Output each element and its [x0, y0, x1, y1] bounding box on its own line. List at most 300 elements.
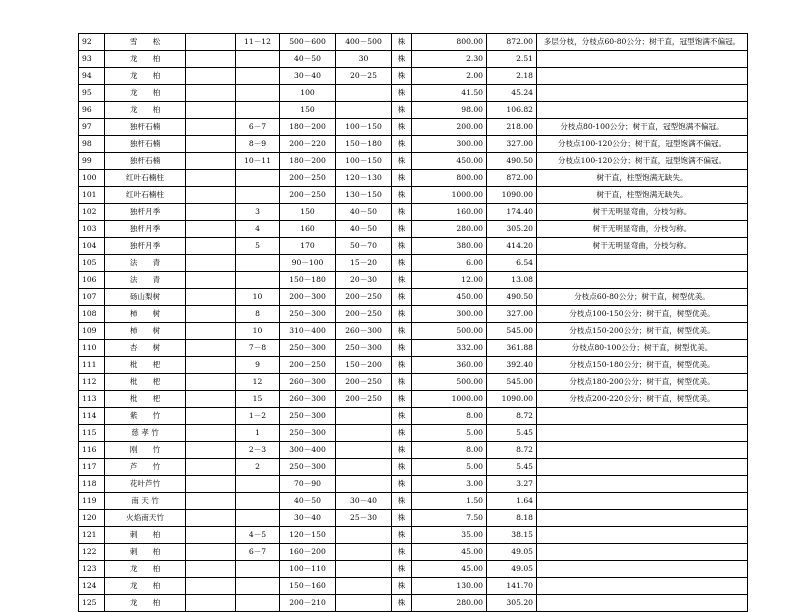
plant-name-cell: 龙 柏: [105, 578, 186, 595]
unit-price-cell: 41.50: [412, 85, 487, 102]
blank-spec-cell: [186, 272, 236, 289]
unit-cell: 株: [392, 153, 412, 170]
remarks-cell: 分枝点150-180公分；树干直，树型优美。: [537, 357, 748, 374]
unit-cell: 株: [392, 493, 412, 510]
plant-name-cell: 紫 竹: [105, 408, 186, 425]
unit-price-cell: 2.00: [412, 68, 487, 85]
remarks-cell: 分枝点180-200公分；树干直，树型优美。: [537, 374, 748, 391]
total-price-cell: 872.00: [487, 170, 537, 187]
blank-spec-cell: [186, 204, 236, 221]
table-row: [79, 51, 748, 68]
table-row: [79, 323, 748, 340]
crown-width-cell: 130－150: [336, 187, 392, 204]
unit-price-cell: 380.00: [412, 238, 487, 255]
remarks-cell: 分枝点200-220公分；树干直，树型优美。: [537, 391, 748, 408]
plant-name-cell: 枇 杷: [105, 357, 186, 374]
height-cell: 100－110: [280, 561, 336, 578]
height-cell: 250－300: [280, 408, 336, 425]
total-price-cell: 141.70: [487, 578, 537, 595]
blank-spec-cell: [186, 578, 236, 595]
blank-spec-cell: [186, 187, 236, 204]
height-cell: 260－300: [280, 374, 336, 391]
remarks-cell: 分枝点80-100公分；树干直，冠型饱满不偏冠。: [537, 119, 748, 136]
unit-price-cell: 200.00: [412, 119, 487, 136]
crown-width-cell: 30－40: [336, 493, 392, 510]
row-number-cell: 110: [79, 340, 105, 357]
remarks-cell: 分枝点60-80公分；树干直，树型优美。: [537, 289, 748, 306]
row-number-cell: 113: [79, 391, 105, 408]
unit-price-cell: 1000.00: [412, 187, 487, 204]
unit-cell: 株: [392, 374, 412, 391]
unit-price-cell: 6.00: [412, 255, 487, 272]
table-row: [79, 510, 748, 527]
height-cell: 310－400: [280, 323, 336, 340]
height-cell: 300－400: [280, 442, 336, 459]
total-price-cell: 49.05: [487, 561, 537, 578]
crown-width-cell: 200－250: [336, 289, 392, 306]
table-row: [79, 544, 748, 561]
total-price-cell: 218.00: [487, 119, 537, 136]
remarks-cell: 树干无明显弯曲，分枝匀称。: [537, 238, 748, 255]
diameter-cell: 5: [236, 238, 280, 255]
remarks-cell: [537, 527, 748, 544]
diameter-cell: 1: [236, 425, 280, 442]
total-price-cell: 1090.00: [487, 187, 537, 204]
unit-cell: 株: [392, 136, 412, 153]
diameter-cell: [236, 272, 280, 289]
total-price-cell: 6.54: [487, 255, 537, 272]
height-cell: 250－300: [280, 306, 336, 323]
total-price-cell: 361.88: [487, 340, 537, 357]
blank-spec-cell: [186, 51, 236, 68]
unit-price-cell: 8.00: [412, 408, 487, 425]
crown-width-cell: 150－180: [336, 136, 392, 153]
row-number-cell: 98: [79, 136, 105, 153]
remarks-cell: [537, 425, 748, 442]
table-row: [79, 493, 748, 510]
table-row: [79, 153, 748, 170]
row-number-cell: 122: [79, 544, 105, 561]
blank-spec-cell: [186, 391, 236, 408]
row-number-cell: 107: [79, 289, 105, 306]
blank-spec-cell: [186, 459, 236, 476]
unit-cell: 株: [392, 391, 412, 408]
unit-cell: 株: [392, 561, 412, 578]
table-row: [79, 391, 748, 408]
row-number-cell: 92: [79, 34, 105, 51]
height-cell: 160－200: [280, 544, 336, 561]
table-row: [79, 204, 748, 221]
remarks-cell: [537, 85, 748, 102]
unit-cell: 株: [392, 204, 412, 221]
blank-spec-cell: [186, 289, 236, 306]
height-cell: 30－40: [280, 510, 336, 527]
table-body: [79, 34, 748, 612]
unit-price-cell: 35.00: [412, 527, 487, 544]
diameter-cell: 11－12: [236, 34, 280, 51]
diameter-cell: 8: [236, 306, 280, 323]
plant-name-cell: 枇 杷: [105, 391, 186, 408]
remarks-cell: [537, 68, 748, 85]
table-row: [79, 408, 748, 425]
height-cell: 200－300: [280, 289, 336, 306]
plant-name-cell: 花叶芦竹: [105, 476, 186, 493]
unit-cell: 株: [392, 527, 412, 544]
blank-spec-cell: [186, 425, 236, 442]
height-cell: 30－40: [280, 68, 336, 85]
diameter-cell: [236, 595, 280, 612]
diameter-cell: [236, 187, 280, 204]
row-number-cell: 97: [79, 119, 105, 136]
unit-cell: 株: [392, 51, 412, 68]
table-row: [79, 136, 748, 153]
crown-width-cell: 400－500: [336, 34, 392, 51]
crown-width-cell: [336, 442, 392, 459]
plant-name-cell: 独杆石楠: [105, 153, 186, 170]
total-price-cell: 2.18: [487, 68, 537, 85]
unit-cell: 株: [392, 255, 412, 272]
diameter-cell: 10－11: [236, 153, 280, 170]
row-number-cell: 111: [79, 357, 105, 374]
remarks-cell: 分枝点100-120公分；树干直，冠型饱满不偏冠。: [537, 136, 748, 153]
remarks-cell: [537, 544, 748, 561]
plant-name-cell: 独杆月季: [105, 238, 186, 255]
total-price-cell: 327.00: [487, 136, 537, 153]
unit-cell: 株: [392, 340, 412, 357]
remarks-cell: 树干无明显弯曲，分枝匀称。: [537, 204, 748, 221]
diameter-cell: 6－7: [236, 544, 280, 561]
plant-name-cell: 南 天 竹: [105, 493, 186, 510]
table-row: [79, 578, 748, 595]
diameter-cell: [236, 578, 280, 595]
unit-price-cell: 45.00: [412, 544, 487, 561]
plant-name-cell: 法 青: [105, 255, 186, 272]
height-cell: 200－250: [280, 357, 336, 374]
plant-name-cell: 龙 柏: [105, 595, 186, 612]
row-number-cell: 109: [79, 323, 105, 340]
plant-name-cell: 火焰南天竹: [105, 510, 186, 527]
unit-price-cell: 300.00: [412, 136, 487, 153]
height-cell: 40－50: [280, 493, 336, 510]
plant-name-cell: 龙 柏: [105, 102, 186, 119]
height-cell: 150－180: [280, 272, 336, 289]
row-number-cell: 106: [79, 272, 105, 289]
blank-spec-cell: [186, 119, 236, 136]
total-price-cell: 13.08: [487, 272, 537, 289]
remarks-cell: 分枝点100-120公分；树干直，冠型饱满不偏冠。: [537, 153, 748, 170]
row-number-cell: 117: [79, 459, 105, 476]
table-row: [79, 340, 748, 357]
unit-price-cell: 280.00: [412, 221, 487, 238]
unit-cell: 株: [392, 85, 412, 102]
unit-cell: 株: [392, 476, 412, 493]
total-price-cell: 490.50: [487, 289, 537, 306]
height-cell: 250－300: [280, 340, 336, 357]
crown-width-cell: 40－50: [336, 221, 392, 238]
unit-cell: 株: [392, 510, 412, 527]
table-row: [79, 306, 748, 323]
plant-name-cell: 独杆月季: [105, 221, 186, 238]
row-number-cell: 94: [79, 68, 105, 85]
plant-name-cell: 柿 树: [105, 323, 186, 340]
unit-price-cell: 3.00: [412, 476, 487, 493]
remarks-cell: 分枝点100-150公分；树干直，树型优美。: [537, 306, 748, 323]
table-row: [79, 272, 748, 289]
crown-width-cell: [336, 85, 392, 102]
height-cell: 150－160: [280, 578, 336, 595]
unit-price-cell: 280.00: [412, 595, 487, 612]
height-cell: 250－300: [280, 459, 336, 476]
unit-price-cell: 300.00: [412, 306, 487, 323]
crown-width-cell: [336, 561, 392, 578]
unit-price-cell: 800.00: [412, 170, 487, 187]
row-number-cell: 125: [79, 595, 105, 612]
remarks-cell: 树干直，柱型饱满无缺失。: [537, 187, 748, 204]
total-price-cell: 1090.00: [487, 391, 537, 408]
diameter-cell: 8－9: [236, 136, 280, 153]
row-number-cell: 123: [79, 561, 105, 578]
row-number-cell: 93: [79, 51, 105, 68]
diameter-cell: 4－5: [236, 527, 280, 544]
remarks-cell: 树干无明显弯曲，分枝匀称。: [537, 221, 748, 238]
diameter-cell: [236, 102, 280, 119]
total-price-cell: 872.00: [487, 34, 537, 51]
unit-cell: 株: [392, 102, 412, 119]
height-cell: 100: [280, 85, 336, 102]
diameter-cell: 7－8: [236, 340, 280, 357]
crown-width-cell: 20－25: [336, 68, 392, 85]
crown-width-cell: [336, 527, 392, 544]
row-number-cell: 103: [79, 221, 105, 238]
unit-cell: 株: [392, 544, 412, 561]
row-number-cell: 118: [79, 476, 105, 493]
unit-cell: 株: [392, 408, 412, 425]
remarks-cell: [537, 408, 748, 425]
plant-name-cell: 红叶石楠柱: [105, 187, 186, 204]
crown-width-cell: 25－30: [336, 510, 392, 527]
table-row: [79, 68, 748, 85]
total-price-cell: 545.00: [487, 374, 537, 391]
blank-spec-cell: [186, 306, 236, 323]
unit-price-cell: 8.00: [412, 442, 487, 459]
crown-width-cell: 200－250: [336, 391, 392, 408]
remarks-cell: [537, 272, 748, 289]
table-row: [79, 357, 748, 374]
unit-price-cell: 2.30: [412, 51, 487, 68]
height-cell: 120－150: [280, 527, 336, 544]
diameter-cell: [236, 561, 280, 578]
unit-price-cell: 1000.00: [412, 391, 487, 408]
height-cell: 200－210: [280, 595, 336, 612]
table-row: [79, 187, 748, 204]
unit-cell: 株: [392, 187, 412, 204]
diameter-cell: [236, 493, 280, 510]
unit-cell: 株: [392, 238, 412, 255]
table-row: [79, 238, 748, 255]
unit-price-cell: 5.00: [412, 425, 487, 442]
crown-width-cell: 20－30: [336, 272, 392, 289]
unit-cell: 株: [392, 578, 412, 595]
blank-spec-cell: [186, 153, 236, 170]
height-cell: 200－250: [280, 170, 336, 187]
row-number-cell: 119: [79, 493, 105, 510]
remarks-cell: 分枝点150-200公分；树干直，树型优美。: [537, 323, 748, 340]
total-price-cell: 305.20: [487, 221, 537, 238]
unit-price-cell: 1.50: [412, 493, 487, 510]
total-price-cell: 2.51: [487, 51, 537, 68]
crown-width-cell: 50－70: [336, 238, 392, 255]
unit-price-cell: 5.00: [412, 459, 487, 476]
unit-cell: 株: [392, 459, 412, 476]
diameter-cell: 15: [236, 391, 280, 408]
remarks-cell: [537, 595, 748, 612]
plant-name-cell: 独杆石楠: [105, 119, 186, 136]
plant-name-cell: 柿 树: [105, 306, 186, 323]
height-cell: 150: [280, 102, 336, 119]
plant-name-cell: 芦 竹: [105, 459, 186, 476]
height-cell: 500－600: [280, 34, 336, 51]
blank-spec-cell: [186, 544, 236, 561]
total-price-cell: 8.72: [487, 408, 537, 425]
row-number-cell: 104: [79, 238, 105, 255]
row-number-cell: 95: [79, 85, 105, 102]
diameter-cell: 2: [236, 459, 280, 476]
plant-name-cell: 枇 杷: [105, 374, 186, 391]
remarks-cell: [537, 102, 748, 119]
total-price-cell: 5.45: [487, 459, 537, 476]
table-row: [79, 102, 748, 119]
total-price-cell: 545.00: [487, 323, 537, 340]
blank-spec-cell: [186, 85, 236, 102]
unit-cell: 株: [392, 272, 412, 289]
unit-price-cell: 160.00: [412, 204, 487, 221]
height-cell: 200－250: [280, 187, 336, 204]
unit-cell: 株: [392, 306, 412, 323]
unit-price-cell: 360.00: [412, 357, 487, 374]
total-price-cell: 106.82: [487, 102, 537, 119]
height-cell: 180－200: [280, 119, 336, 136]
row-number-cell: 99: [79, 153, 105, 170]
total-price-cell: 305.20: [487, 595, 537, 612]
total-price-cell: 3.27: [487, 476, 537, 493]
blank-spec-cell: [186, 408, 236, 425]
table-row: [79, 119, 748, 136]
diameter-cell: 4: [236, 221, 280, 238]
crown-width-cell: [336, 408, 392, 425]
row-number-cell: 108: [79, 306, 105, 323]
table-row: [79, 459, 748, 476]
row-number-cell: 100: [79, 170, 105, 187]
crown-width-cell: 30: [336, 51, 392, 68]
remarks-cell: [537, 561, 748, 578]
diameter-cell: 6－7: [236, 119, 280, 136]
plant-name-cell: 龙 柏: [105, 561, 186, 578]
unit-cell: 株: [392, 357, 412, 374]
plant-name-cell: 龙 柏: [105, 85, 186, 102]
table-row: [79, 255, 748, 272]
blank-spec-cell: [186, 476, 236, 493]
diameter-cell: 1－2: [236, 408, 280, 425]
plant-name-cell: 雪 松: [105, 34, 186, 51]
plant-name-cell: 法 青: [105, 272, 186, 289]
diameter-cell: [236, 51, 280, 68]
blank-spec-cell: [186, 357, 236, 374]
diameter-cell: [236, 68, 280, 85]
diameter-cell: [236, 170, 280, 187]
remarks-cell: [537, 578, 748, 595]
remarks-cell: [537, 255, 748, 272]
height-cell: 260－300: [280, 391, 336, 408]
remarks-cell: [537, 510, 748, 527]
diameter-cell: [236, 476, 280, 493]
total-price-cell: 8.18: [487, 510, 537, 527]
blank-spec-cell: [186, 170, 236, 187]
remarks-cell: 分枝点80-100公分；树干直，树型优美。: [537, 340, 748, 357]
total-price-cell: 8.72: [487, 442, 537, 459]
unit-price-cell: 130.00: [412, 578, 487, 595]
blank-spec-cell: [186, 340, 236, 357]
unit-price-cell: 800.00: [412, 34, 487, 51]
unit-cell: 株: [392, 425, 412, 442]
table-row: [79, 442, 748, 459]
diameter-cell: 3: [236, 204, 280, 221]
table-row: [79, 85, 748, 102]
unit-cell: 株: [392, 170, 412, 187]
diameter-cell: [236, 510, 280, 527]
total-price-cell: 1.64: [487, 493, 537, 510]
crown-width-cell: [336, 425, 392, 442]
crown-width-cell: 40－50: [336, 204, 392, 221]
unit-price-cell: 450.00: [412, 153, 487, 170]
diameter-cell: [236, 85, 280, 102]
diameter-cell: [236, 255, 280, 272]
diameter-cell: 9: [236, 357, 280, 374]
total-price-cell: 174.40: [487, 204, 537, 221]
table-row: [79, 425, 748, 442]
crown-width-cell: [336, 544, 392, 561]
blank-spec-cell: [186, 510, 236, 527]
row-number-cell: 115: [79, 425, 105, 442]
row-number-cell: 101: [79, 187, 105, 204]
total-price-cell: 45.24: [487, 85, 537, 102]
height-cell: 170: [280, 238, 336, 255]
crown-width-cell: [336, 102, 392, 119]
crown-width-cell: 120－130: [336, 170, 392, 187]
blank-spec-cell: [186, 527, 236, 544]
plant-name-cell: 砀山梨树: [105, 289, 186, 306]
total-price-cell: 490.50: [487, 153, 537, 170]
plant-name-cell: 独杆月季: [105, 204, 186, 221]
crown-width-cell: [336, 578, 392, 595]
blank-spec-cell: [186, 68, 236, 85]
crown-width-cell: 150－200: [336, 357, 392, 374]
plant-name-cell: 独杆石楠: [105, 136, 186, 153]
remarks-cell: 树干直，柱型饱满无缺失。: [537, 170, 748, 187]
plant-name-cell: 杏 树: [105, 340, 186, 357]
plant-name-cell: 红叶石楠柱: [105, 170, 186, 187]
height-cell: 200－220: [280, 136, 336, 153]
unit-price-cell: 45.00: [412, 561, 487, 578]
crown-width-cell: [336, 595, 392, 612]
row-number-cell: 114: [79, 408, 105, 425]
row-number-cell: 96: [79, 102, 105, 119]
table-row: [79, 34, 748, 51]
total-price-cell: 49.05: [487, 544, 537, 561]
total-price-cell: 38.15: [487, 527, 537, 544]
height-cell: 70－90: [280, 476, 336, 493]
crown-width-cell: 100－150: [336, 119, 392, 136]
crown-width-cell: 200－250: [336, 374, 392, 391]
